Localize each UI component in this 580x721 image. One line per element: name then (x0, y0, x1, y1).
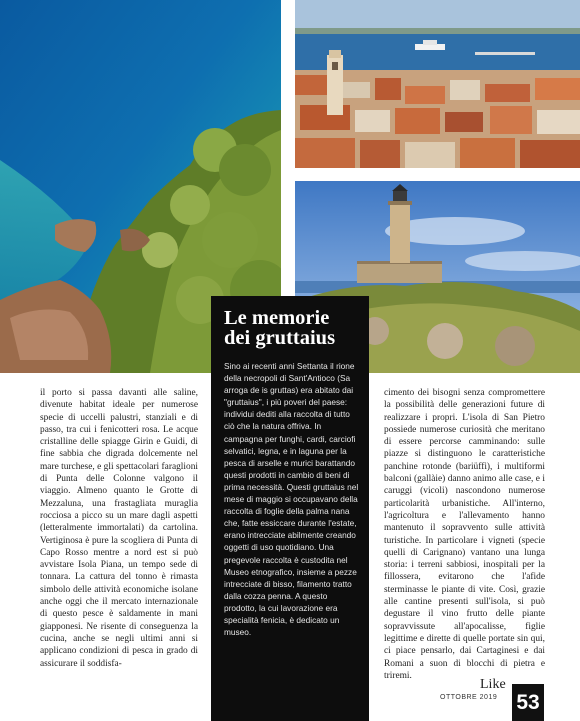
sidebar-text: Sino ai recenti anni Settanta il rione della necropoli di Sant'Antioco (Sa arroga de is gruttas) era abitato dai "gruttaius", i più poveri del paese: individui dediti alla raccolta di tutto ciò che la natura offriva. In campagna per funghi, cardi, carciofi selvatici, legna, e in laguna per la pesca di arselle e murici barattando questi prodotti in cambio di beni di prima necessità. Questi gruttaius nel mese di maggio si occupavano della raccolta di foglie della palma nana che, fatte essiccare durante l'estate, erano intrecciate abilmente creando oggetti di uso quotidiano. Una pregevole raccolta è custodita nel Museo etnografico, insieme a pezze intrecciate di bisso, filamento tratto dalla cozza penna. A questo prodotto, la cui lavorazione era specialità fenicia, è dedicato un museo. (224, 361, 359, 638)
photo-town-harbor (295, 0, 580, 168)
article-column-right: cimento dei bisogni senza compromettere la possibilità delle generazioni future di realizzare i propri. L'isola di San Pietro possiede numerose curiosità che meritano di essere percorse camminando: sulle piazze si distinguono le caratteristiche panchine rotonde (bariüffi), i multiformi balconi (gallàie) danno animo alle case, e i caruggi (vicoli) nascondono numerose particolarità urbanistiche. All'interno, l'agricoltura e l'allevamento hanno mantenuto il sopravvento sulle attività turistiche. In particolare i vigneti (specie quelli di Carignano) vantano una lunga storia: i terreni sabbiosi, inospitali per la fillossera, evitarono che l'afide sterminasse le piante di vite. Così, grazie alle cantine presenti sull'isola, si può degustare il vino frutto delle piante sopravvissute all'apocalisse, figlie legittime e dirette di quelle portate sin qui, ci piace pensarlo, dai Cartaginesi e dai Romani a suon di blocchi di pietra e triremi. (384, 388, 545, 681)
issue-date: OTTOBRE 2019 (440, 694, 498, 701)
magazine-brand: Like (480, 677, 506, 692)
sidebar-title: Le memorie dei gruttaius (224, 307, 336, 349)
page-number: 53 (512, 684, 544, 721)
sidebar-box (211, 296, 369, 721)
article-column-left: il porto si passa davanti alle saline, divenute habitat ideale per numerose specie di uccelli palustri, stanziali e di passo, tra cui i fenicotteri rosa. Le acque cristalline delle spiagge Girin e Guidi, di fine sabbia che digrada dolcemente nel mare turchese, e gli spettacolari faraglioni di Punta delle Colonne valgono il viaggio. Almeno quanto le Grotte di Mezzaluna, una frastagliata muraglia rocciosa a picco su un mare dagli aspetti (letteralmente immortalati) da cartolina. Vertiginosa è pure la scogliera di Punta di Capo Rosso mentre a nord est si può avvistare Isola Piana, un tempo sede di tonnara. La cattura del tonno è rimasta simbolo delle attività economiche isolane anche oggi che il mercato internazionale di questo pesce è saldamente in mani giapponesi. Ne risente di conseguenza la cucina, anche se negli ultimi anni si applicano condizioni di pesca in grado di assicurare il soddisfa- (40, 388, 198, 669)
